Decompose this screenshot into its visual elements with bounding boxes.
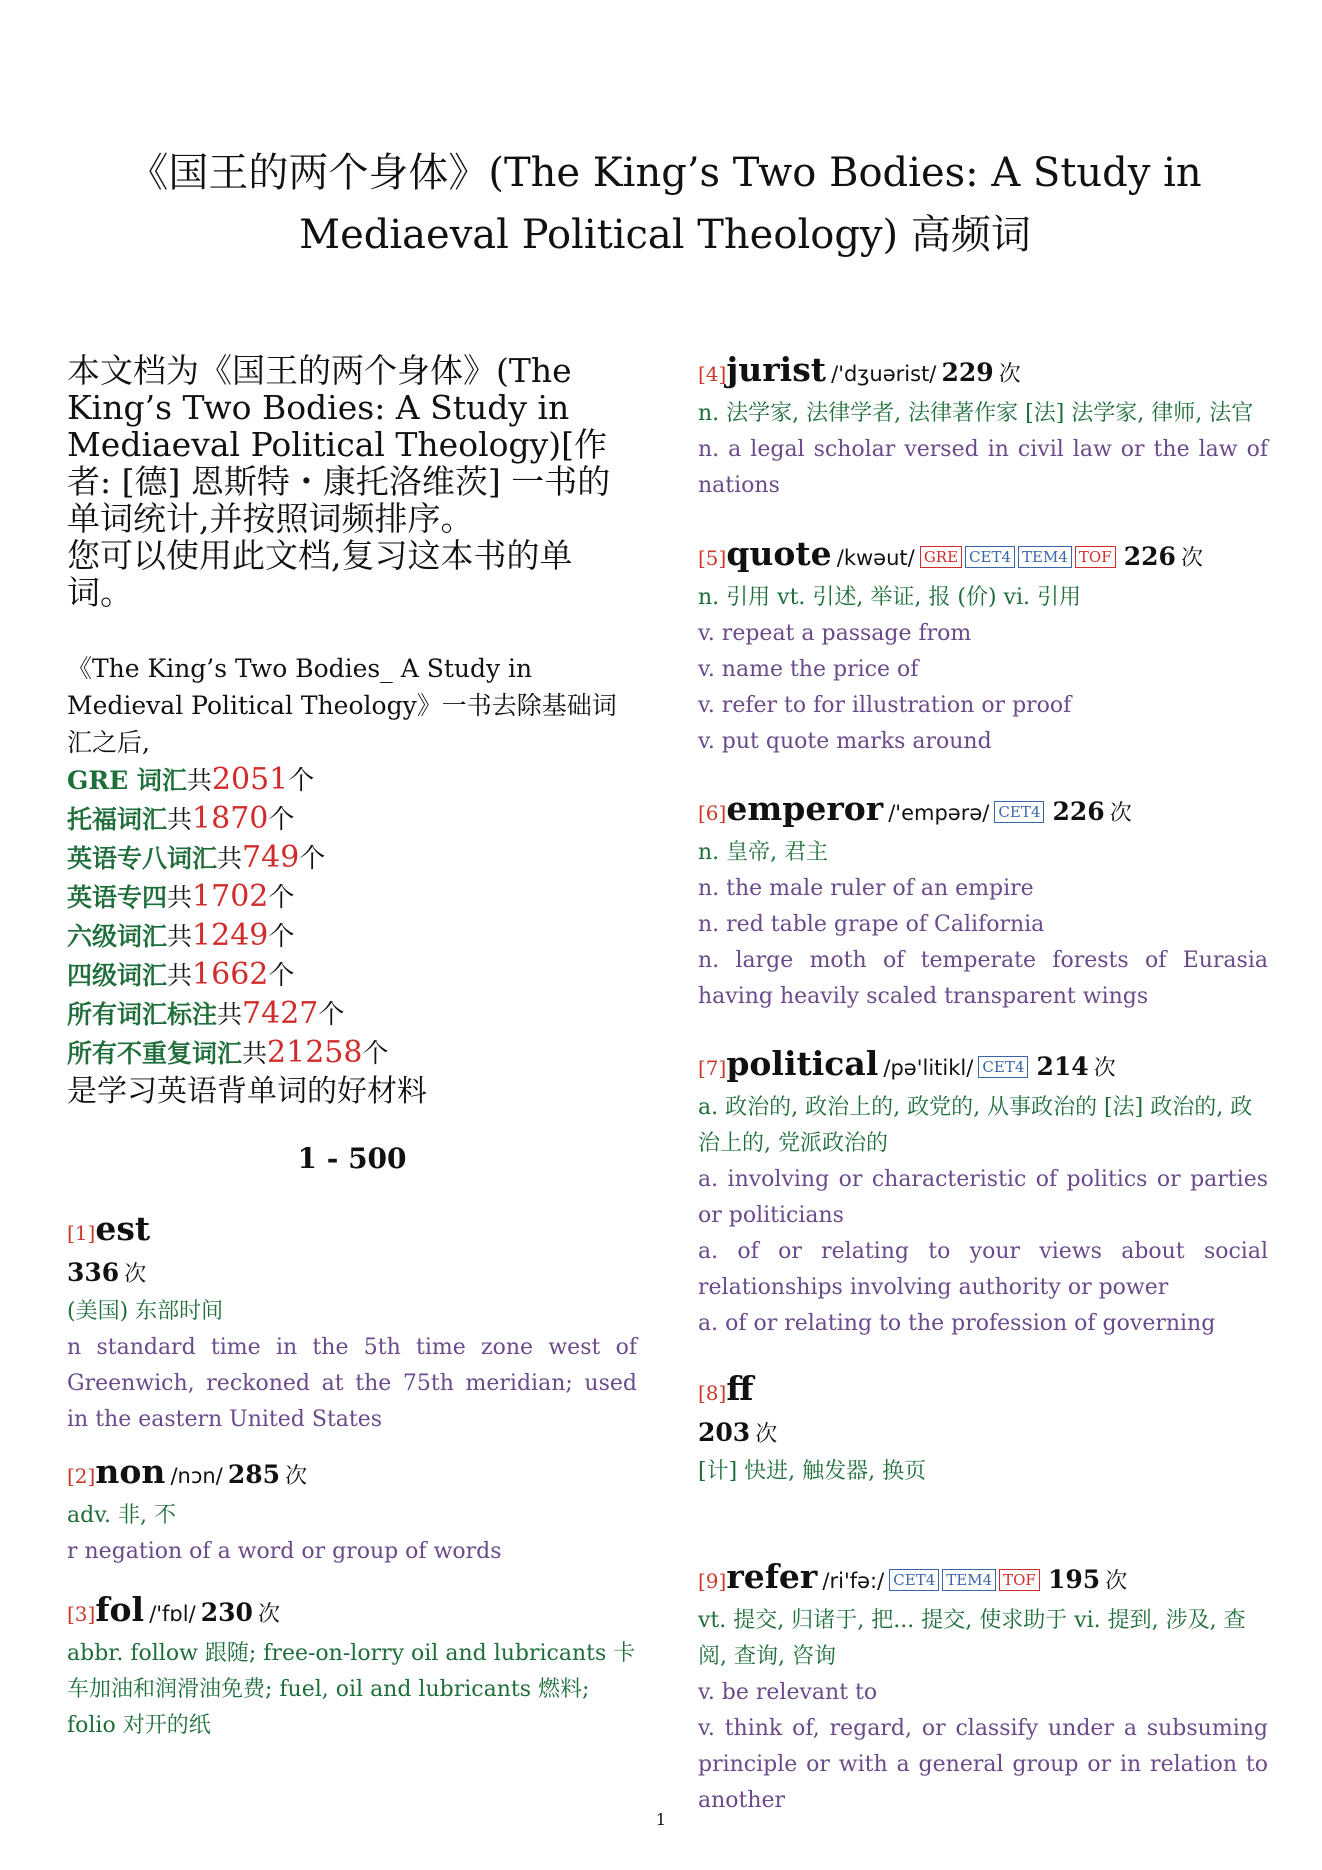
entry-index: [8]	[698, 1381, 727, 1405]
word-entry	[67, 1590, 637, 1744]
count-suffix: 次	[1180, 546, 1203, 571]
stat-gong: 共	[167, 961, 193, 990]
stat-unit: 个	[268, 883, 295, 913]
entry-head	[698, 534, 1268, 580]
stat-line	[67, 878, 637, 917]
count-suffix: 次	[1093, 1056, 1116, 1081]
range-heading: 1 - 500	[297, 1142, 407, 1175]
stat-unit: 个	[362, 1039, 389, 1069]
word-entry	[698, 534, 1268, 760]
stats-lead: 《The King’s Two Bodies_ A Study in Medieval Political Theology》一书去除基础词汇之后,	[67, 654, 617, 757]
definition-en: a. involving or characteristic of politics or parties or politicians	[698, 1167, 1268, 1228]
stat-gong: 共	[186, 766, 212, 795]
stat-gong: 共	[167, 922, 193, 951]
entry-count: 226	[1123, 542, 1176, 571]
count-suffix: 次	[124, 1262, 147, 1287]
exam-tag: TOF	[1075, 546, 1116, 568]
stat-count: 21258	[267, 1035, 363, 1070]
entry-count-line	[698, 1415, 1268, 1454]
count-suffix: 次	[755, 1422, 778, 1447]
vocab-stats	[67, 650, 637, 1110]
stat-gong: 共	[217, 844, 243, 873]
stat-gong: 共	[242, 1039, 268, 1068]
entry-index: [6]	[698, 801, 727, 825]
entry-head	[67, 1452, 637, 1498]
entry-phonetic: /ri'fə:/	[822, 1569, 885, 1593]
definition-en: a. of or relating to the profession of governing	[698, 1311, 1216, 1336]
entry-word: emperor	[726, 789, 884, 828]
stat-label: 英语专四	[67, 883, 168, 912]
exam-tag: GRE	[920, 546, 962, 568]
entry-index: [2]	[67, 1464, 96, 1488]
stat-gong: 共	[167, 883, 193, 912]
stat-unit: 个	[268, 922, 295, 952]
stat-label: GRE 词汇	[67, 766, 187, 795]
definition-zh: adv. 非, 不	[67, 1503, 176, 1528]
entry-phonetic: /'empərə/	[888, 801, 990, 825]
intro-paragraph: 您可以使用此文档,复习这本书的单词。	[67, 536, 573, 612]
definition-en: v. put quote marks around	[698, 729, 992, 754]
entry-head	[67, 1209, 637, 1255]
definition-zh: abbr. follow 跟随; free-on-lorry oil and lubricants 卡车加油和润滑油免费; fuel, oil and lubricants 燃料; folio 对开的纸	[67, 1641, 636, 1738]
stat-unit: 个	[268, 961, 295, 991]
stat-count: 2051	[211, 762, 289, 797]
entry-index: [5]	[698, 546, 727, 570]
stat-label: 托福词汇	[67, 805, 168, 834]
stat-count: 749	[242, 840, 300, 875]
stat-count: 1702	[192, 879, 269, 914]
definition-en: v. think of, regard, or classify under a subsuming principle or with a general group or in relation to another	[698, 1716, 1268, 1813]
stat-unit: 个	[268, 805, 295, 835]
stat-line	[67, 800, 637, 839]
entry-count: 336	[67, 1258, 120, 1287]
exam-tag: TOF	[999, 1569, 1040, 1591]
stat-gong: 共	[217, 1000, 243, 1029]
entry-word: ff	[726, 1369, 754, 1408]
stat-label: 六级词汇	[67, 922, 168, 951]
stat-line	[67, 995, 637, 1034]
definition-en: n standard time in the 5th time zone west of Greenwich, reckoned at the 75th meridian; used in the eastern United States	[67, 1335, 637, 1432]
stats-closing: 是学习英语背单词的好材料	[67, 1074, 427, 1109]
exam-tag: TEM4	[942, 1569, 996, 1591]
definition-zh: a. 政治的, 政治上的, 政党的, 从事政治的 [法] 政治的, 政治上的, 党派政治的	[698, 1095, 1253, 1156]
stat-line	[67, 1034, 637, 1073]
definition-en: v. be relevant to	[698, 1680, 878, 1705]
entry-count-line	[67, 1255, 637, 1294]
word-entry	[67, 1452, 637, 1570]
stat-count: 1662	[192, 957, 269, 992]
stat-line	[67, 839, 637, 878]
stat-unit: 个	[288, 766, 315, 796]
definition-en: n. a legal scholar versed in civil law or the law of nations	[698, 437, 1268, 498]
entry-head	[67, 1590, 637, 1636]
entry-phonetic: /'dʒuərist/	[831, 362, 937, 386]
entry-word: political	[726, 1044, 879, 1083]
entry-word: jurist	[726, 350, 827, 389]
definition-zh: n. 皇帝, 君主	[698, 840, 829, 865]
entry-count: 195	[1047, 1565, 1101, 1594]
stat-count: 1870	[192, 801, 269, 836]
stat-count: 7427	[242, 996, 319, 1031]
entry-count: 203	[698, 1418, 751, 1447]
count-suffix: 次	[998, 362, 1021, 387]
count-suffix: 次	[258, 1602, 281, 1627]
stat-line	[67, 761, 637, 800]
entry-count: 285	[227, 1460, 281, 1489]
word-entry	[698, 350, 1268, 504]
entry-phonetic: /'fɒl/	[149, 1602, 196, 1626]
definition-zh: vt. 提交, 归诸于, 把... 提交, 使求助于 vi. 提到, 涉及, 查阅, 查询, 咨询	[698, 1608, 1246, 1669]
exam-tag: CET4	[889, 1569, 939, 1591]
entry-count: 214	[1036, 1052, 1089, 1081]
stat-unit: 个	[299, 844, 326, 874]
definition-en: v. refer to for illustration or proof	[698, 693, 1072, 718]
word-entry	[698, 1044, 1268, 1342]
intro-text	[67, 352, 637, 611]
stat-label: 所有不重复词汇	[67, 1039, 243, 1068]
entry-word: non	[95, 1452, 166, 1491]
entry-head	[698, 1369, 1268, 1415]
intro-paragraph: 本文档为《国王的两个身体》(The King’s Two Bodies: A Study in Mediaeval Political Theology)[作者: [德] 恩斯特・康托洛维茨] 一书的单词统计,并按照词频排序。	[67, 351, 611, 538]
definition-en: a. of or relating to your views about social relationships involving authority or power	[698, 1239, 1268, 1300]
entry-head	[698, 350, 1268, 396]
entry-count: 229	[941, 358, 994, 387]
entry-count: 226	[1052, 797, 1105, 826]
entry-phonetic: /nɔn/	[170, 1464, 223, 1488]
definition-en: v. name the price of	[698, 657, 919, 682]
definition-zh: [计] 快进, 触发器, 换页	[698, 1459, 927, 1484]
entry-word: fol	[95, 1590, 145, 1629]
stat-line	[67, 956, 637, 995]
word-entry	[698, 1369, 1268, 1490]
stat-label: 英语专八词汇	[67, 844, 218, 873]
entry-index: [9]	[698, 1569, 727, 1593]
entry-word: quote	[726, 534, 832, 573]
entry-index: [3]	[67, 1602, 96, 1626]
entry-phonetic: /pə'litikl/	[883, 1056, 974, 1080]
exam-tag: CET4	[978, 1056, 1028, 1078]
exam-tag: CET4	[994, 801, 1044, 823]
entry-head	[698, 1557, 1268, 1603]
definition-zh: n. 引用 vt. 引述, 举证, 报 (价) vi. 引用	[698, 585, 1081, 610]
word-entry	[698, 789, 1268, 1015]
exam-tag: TEM4	[1018, 546, 1072, 568]
stat-line	[67, 917, 637, 956]
count-suffix: 次	[1105, 1569, 1128, 1594]
entry-index: [7]	[698, 1056, 727, 1080]
definition-en: v. repeat a passage from	[698, 621, 972, 646]
entry-head	[698, 789, 1268, 835]
entry-word: refer	[726, 1557, 818, 1596]
count-suffix: 次	[1109, 801, 1132, 826]
exam-tag: CET4	[965, 546, 1015, 568]
entry-word: est	[95, 1209, 151, 1248]
count-suffix: 次	[285, 1464, 308, 1489]
page-title: 《国王的两个身体》(The King’s Two Bodies: A Study in Mediaeval Political Theology) 高频词	[128, 150, 1202, 258]
stat-unit: 个	[318, 1000, 345, 1030]
stat-gong: 共	[167, 805, 193, 834]
definition-zh: n. 法学家, 法律学者, 法律著作家 [法] 法学家, 律师, 法官	[698, 401, 1254, 426]
entry-count: 230	[200, 1598, 253, 1627]
page-number: 1	[655, 1810, 667, 1829]
definition-zh: (美国) 东部时间	[67, 1299, 224, 1324]
definition-en: n. red table grape of California	[698, 912, 1045, 937]
entry-phonetic: /kwəut/	[836, 546, 915, 570]
entry-index: [4]	[698, 362, 727, 386]
word-entry	[698, 1557, 1268, 1819]
stat-label: 所有词汇标注	[67, 1000, 218, 1029]
entry-index: [1]	[67, 1221, 96, 1245]
word-entry	[67, 1209, 637, 1438]
definition-en: n. the male ruler of an empire	[698, 876, 1034, 901]
entry-head	[698, 1044, 1268, 1090]
definition-en: n. large moth of temperate forests of Eurasia having heavily scaled transparent wings	[698, 948, 1268, 1009]
stat-label: 四级词汇	[67, 961, 168, 990]
definition-en: r negation of a word or group of words	[67, 1539, 502, 1564]
stat-count: 1249	[192, 918, 269, 953]
